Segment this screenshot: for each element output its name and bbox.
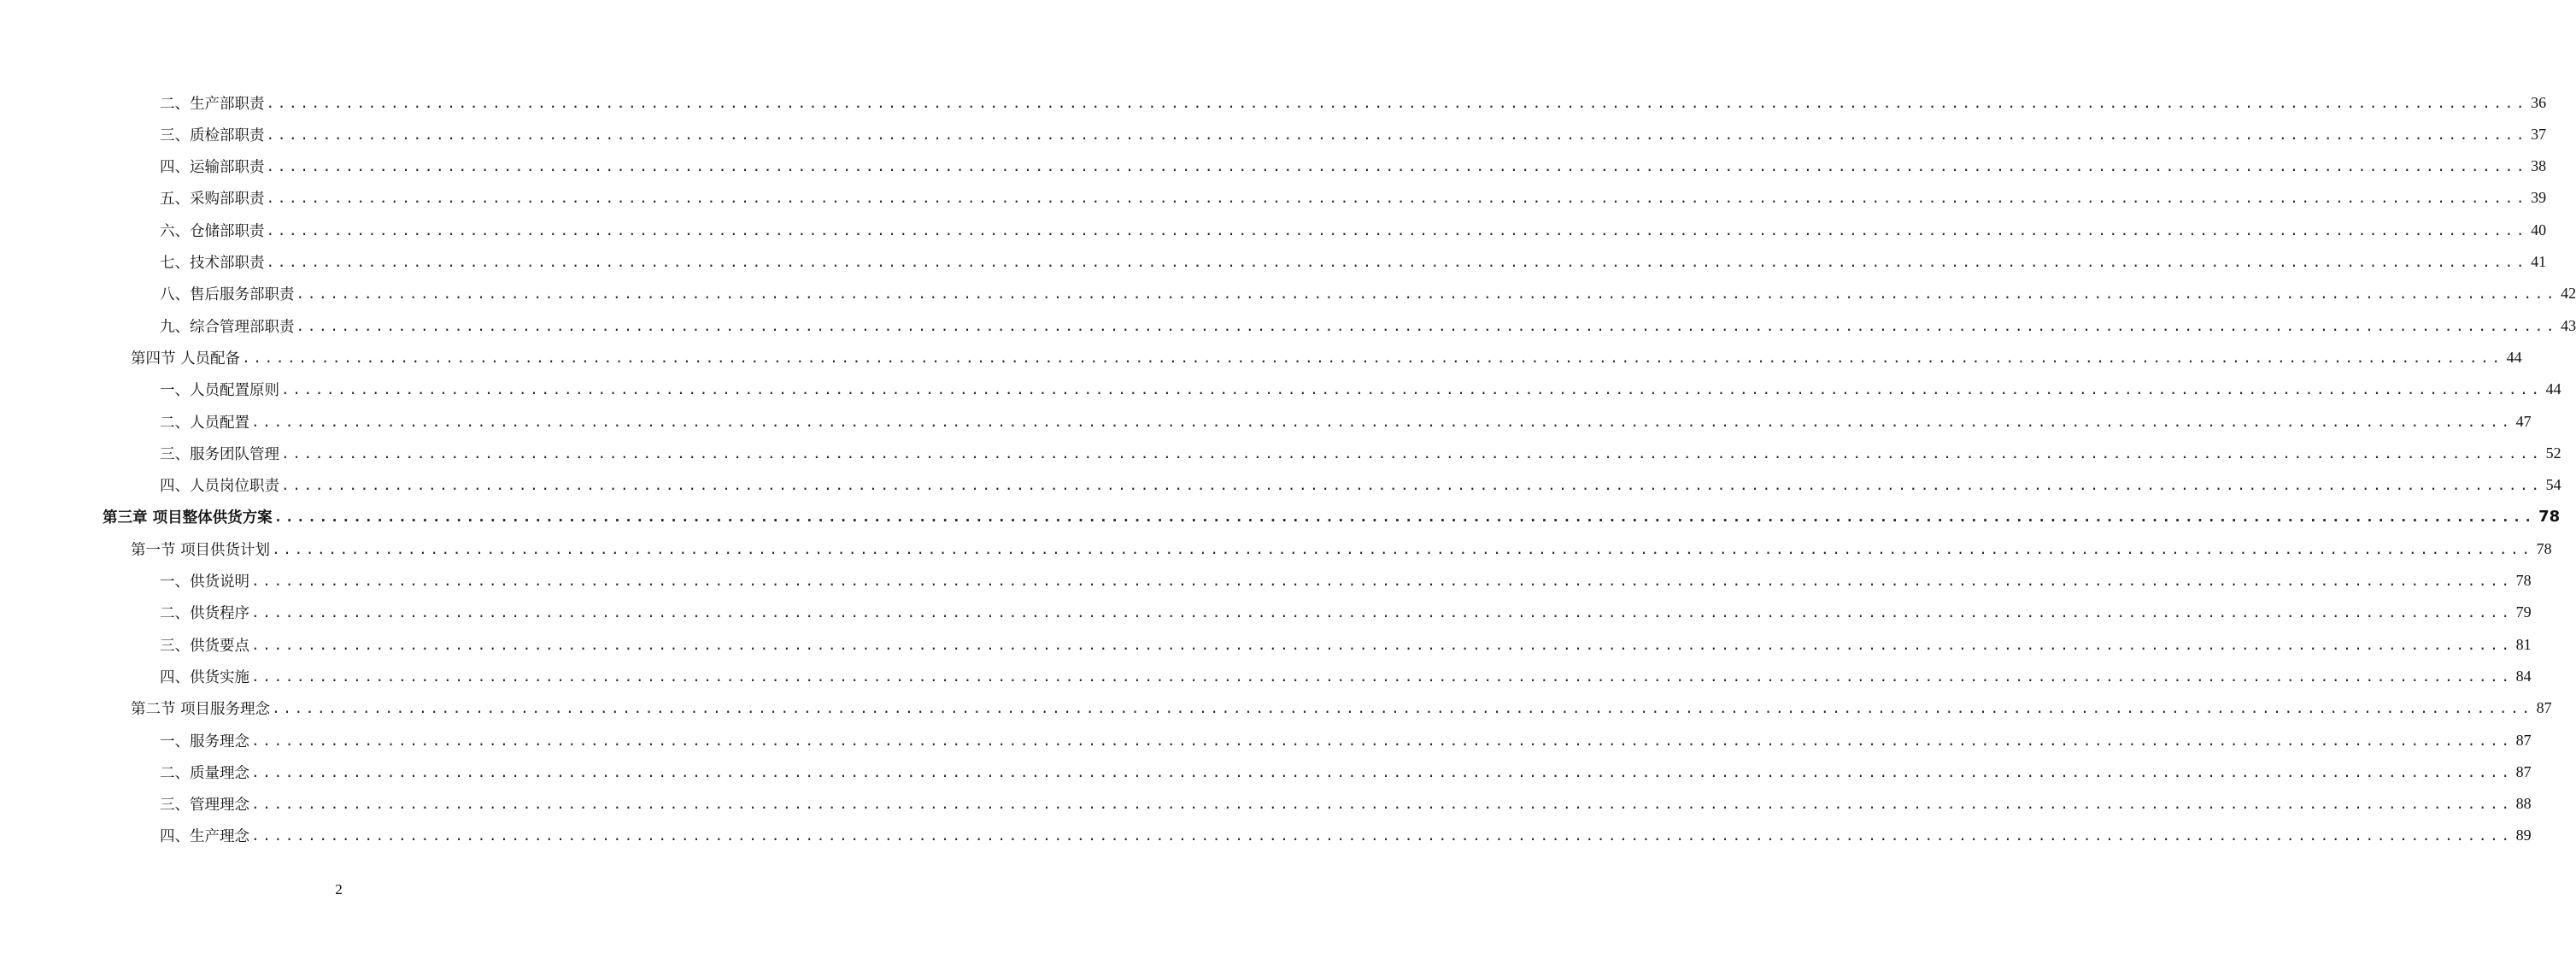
toc-entry-page: 43	[2561, 316, 2576, 334]
toc-entry-title: 四、生产理念	[160, 828, 249, 846]
toc-entry[interactable]	[0, 154, 2547, 179]
toc-entry-page: 44	[2506, 348, 2522, 366]
toc-entry-title: 六、仓储部职责	[160, 222, 265, 240]
toc-entry-title: 五、采购部职责	[160, 191, 265, 209]
toc-entry-page: 44	[2545, 380, 2561, 398]
toc-entry-page: 88	[2515, 795, 2532, 813]
toc-dot-leader: ........................................................................................................................................................................................................	[272, 700, 2533, 717]
toc-entry[interactable]	[0, 377, 2561, 403]
toc-entry-title: 第三章 项目整体供货方案	[103, 509, 273, 527]
toc-entry[interactable]	[0, 823, 2532, 849]
toc-entry-page: 79	[2515, 603, 2532, 621]
toc-entry[interactable]	[0, 344, 2522, 370]
toc-dot-leader: ........................................................................................................................................................................................................	[266, 158, 2528, 175]
toc-entry-title: 二、生产部职责	[160, 95, 265, 113]
toc-entry-title: 八、售后服务部职责	[160, 286, 295, 304]
toc-dot-leader: ........................................................................................................................................................................................................	[266, 94, 2528, 111]
toc-entry-title: 一、服务理念	[160, 732, 249, 750]
toc-entry[interactable]	[0, 536, 2552, 562]
toc-entry[interactable]	[0, 217, 2547, 243]
toc-entry-page: 36	[2531, 93, 2547, 111]
toc-entry[interactable]	[0, 121, 2547, 147]
toc-entry-title: 一、人员配置原则	[160, 382, 279, 400]
toc-entry-title: 二、供货程序	[160, 605, 249, 623]
toc-entry[interactable]	[0, 791, 2532, 817]
toc-dot-leader: ........................................................................................................................................................................................................	[251, 827, 2513, 844]
toc-entry-title: 二、质量理念	[160, 764, 249, 782]
toc-entry-page: 84	[2515, 667, 2532, 685]
toc-entry-title: 第二节 项目服务理念	[131, 701, 271, 719]
toc-dot-leader: ........................................................................................................................................................................................................	[296, 317, 2558, 334]
toc-entry-page: 87	[2515, 731, 2532, 749]
toc-entry[interactable]	[0, 281, 2576, 307]
toc-entry-page: 42	[2561, 285, 2576, 303]
toc-entry-page: 41	[2531, 253, 2547, 270]
toc-entry-title: 二、人员配置	[160, 414, 249, 432]
toc-entry-page: 78	[2536, 539, 2552, 557]
toc-entry-title: 三、质检部职责	[160, 126, 265, 144]
toc-dot-leader: ........................................................................................................................................................................................................	[296, 285, 2558, 303]
toc-entry-page: 81	[2515, 635, 2532, 653]
toc-dot-leader: ........................................................................................................................................................................................................	[266, 221, 2528, 238]
toc-dot-leader: ........................................................................................................................................................................................................	[266, 254, 2528, 270]
toc-entry[interactable]	[0, 600, 2532, 626]
toc-entry-title: 三、服务团队管理	[160, 445, 279, 463]
toc-entry-page: 39	[2531, 189, 2547, 207]
toc-entry[interactable]	[0, 727, 2532, 753]
toc-dot-leader: ........................................................................................................................................................................................................	[251, 413, 2513, 430]
toc-entry[interactable]	[0, 696, 2552, 721]
toc-entry-page: 40	[2531, 221, 2547, 238]
page-number: 2	[335, 881, 343, 897]
toc-dot-leader: ........................................................................................................................................................................................................	[242, 349, 2503, 366]
toc-entry-title: 三、管理理念	[160, 797, 249, 815]
toc-entry-title: 四、供货实施	[160, 668, 249, 686]
toc-entry[interactable]	[0, 632, 2532, 657]
toc-entry-page: 78	[2515, 572, 2532, 589]
toc-entry-page: 54	[2545, 476, 2561, 494]
toc-entry[interactable]	[0, 473, 2561, 498]
toc-entry[interactable]	[0, 504, 2561, 530]
toc-dot-leader: ........................................................................................................................................................................................................	[281, 477, 2543, 494]
toc-dot-leader: ........................................................................................................................................................................................................	[266, 126, 2528, 143]
toc-entry-title: 第一节 项目供货计划	[131, 541, 271, 559]
toc-dot-leader: ........................................................................................................................................................................................................	[266, 190, 2528, 207]
toc-dot-leader: ........................................................................................................................................................................................................	[251, 636, 2513, 653]
toc-entry[interactable]	[0, 90, 2547, 115]
toc-dot-leader: ........................................................................................................................................................................................................	[281, 444, 2543, 462]
toc-dot-leader: ........................................................................................................................................................................................................	[251, 763, 2513, 780]
toc-entry-title: 三、供货要点	[160, 637, 249, 655]
toc-entry-title: 七、技术部职责	[160, 255, 265, 272]
toc-entry-page: 47	[2515, 412, 2532, 430]
toc-entry-page: 52	[2545, 444, 2561, 462]
toc-entry-page: 78	[2538, 508, 2561, 527]
toc-entry-page: 87	[2536, 699, 2552, 717]
toc-entry-title: 四、运输部职责	[160, 159, 265, 177]
toc-entry[interactable]	[0, 759, 2532, 785]
toc-entry-page: 37	[2531, 125, 2547, 143]
toc-entry[interactable]	[0, 409, 2532, 434]
toc-entry[interactable]	[0, 250, 2547, 275]
toc-dot-leader: ........................................................................................................................................................................................................	[251, 604, 2513, 621]
toc-dot-leader: ........................................................................................................................................................................................................	[273, 509, 2536, 526]
toc-entry-title: 第四节 人员配备	[131, 350, 241, 368]
toc-dot-leader: ........................................................................................................................................................................................................	[251, 732, 2513, 749]
toc-dot-leader: ........................................................................................................................................................................................................	[251, 573, 2513, 589]
toc-dot-leader: ........................................................................................................................................................................................................	[251, 668, 2513, 685]
toc-entry-page: 89	[2515, 827, 2532, 844]
toc-dot-leader: ........................................................................................................................................................................................................	[272, 540, 2533, 557]
toc-entry[interactable]	[0, 568, 2532, 594]
toc-entry-title: 一、供货说明	[160, 574, 249, 591]
toc-dot-leader: ........................................................................................................................................................................................................	[281, 381, 2543, 398]
toc-entry-page: 87	[2515, 762, 2532, 780]
toc-entry-title: 九、综合管理部职责	[160, 318, 295, 336]
toc-entry-title: 四、人员岗位职责	[160, 478, 279, 496]
toc-entry[interactable]	[0, 185, 2547, 211]
toc-entry-page: 38	[2531, 157, 2547, 175]
toc-entry[interactable]	[0, 663, 2532, 689]
toc-entry[interactable]	[0, 313, 2576, 338]
toc-dot-leader: ........................................................................................................................................................................................................	[251, 796, 2513, 813]
toc-entry[interactable]	[0, 440, 2561, 466]
